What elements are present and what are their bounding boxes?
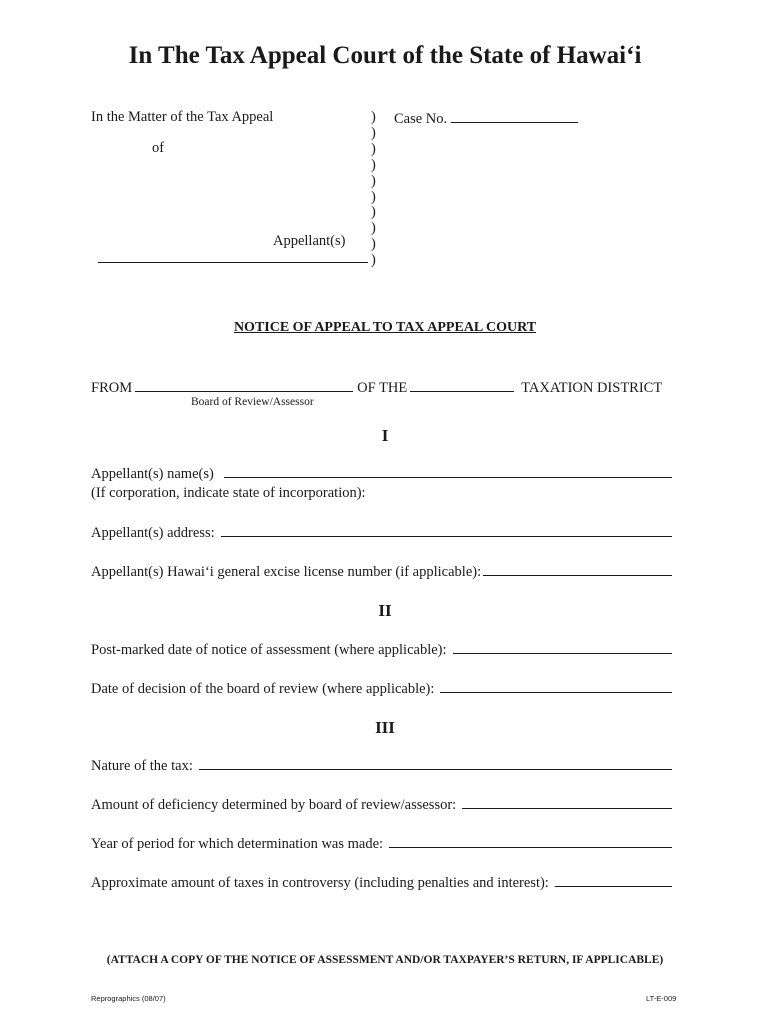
- caption-parentheses: ) ) ) ) ) ) ) ) ) ): [371, 109, 376, 269]
- appellant-name-field[interactable]: [98, 249, 368, 263]
- case-no-label: Case No.: [394, 111, 448, 127]
- case-no-field[interactable]: [451, 109, 578, 123]
- deficiency-label: Amount of deficiency determined by board of review/assessor:: [91, 797, 457, 813]
- from-label: FROM: [91, 380, 133, 396]
- page-title: In The Tax Appeal Court of the State of Hawai‘i: [128, 42, 642, 69]
- of-label: of: [152, 140, 165, 156]
- controversy-field[interactable]: [555, 874, 672, 887]
- from-sublabel: Board of Review/Assessor: [191, 396, 314, 408]
- controversy-label: Approximate amount of taxes in controversy (including penalties and interest):: [91, 875, 549, 891]
- decision-date-label: Date of decision of the board of review (where applicable):: [91, 681, 435, 697]
- from-field[interactable]: [135, 378, 353, 392]
- section-ii-numeral: II: [378, 601, 392, 620]
- matter-label: In the Matter of the Tax Appeal: [91, 109, 274, 125]
- period-field[interactable]: [389, 835, 672, 848]
- deficiency-field[interactable]: [462, 796, 672, 809]
- nature-field[interactable]: [199, 757, 672, 770]
- district-field[interactable]: [410, 378, 514, 392]
- of-the-label: OF THE: [357, 380, 408, 396]
- appellant-address-label: Appellant(s) address:: [91, 525, 215, 541]
- footer-reprographics: Reprographics (08/07): [91, 994, 166, 1003]
- license-label: Appellant(s) Hawai‘i general excise license number (if applicable):: [91, 564, 482, 580]
- attach-note: (ATTACH A COPY OF THE NOTICE OF ASSESSMENT AND/OR TAXPAYER’S RETURN, IF APPLICABLE): [106, 954, 664, 966]
- decision-date-field[interactable]: [440, 680, 672, 693]
- notice-heading: NOTICE OF APPEAL TO TAX APPEAL COURT: [233, 320, 537, 335]
- appellant-names-field[interactable]: [224, 465, 672, 478]
- footer-form-number: LT-E-009: [646, 994, 677, 1003]
- taxation-district-label: TAXATION DISTRICT: [521, 380, 663, 396]
- postmark-label: Post-marked date of notice of assessment (where applicable):: [91, 642, 447, 658]
- section-i-numeral: I: [381, 426, 389, 445]
- postmark-field[interactable]: [453, 641, 672, 654]
- incorporation-note: (If corporation, indicate state of incorporation):: [91, 485, 366, 501]
- nature-label: Nature of the tax:: [91, 758, 193, 774]
- section-iii-numeral: III: [375, 718, 395, 737]
- license-field[interactable]: [483, 563, 672, 576]
- appellant-name-label: Appellant(s) name(s): [91, 466, 214, 482]
- appellant-label: Appellant(s): [273, 233, 346, 249]
- period-label: Year of period for which determination was made:: [91, 836, 384, 852]
- appellant-address-field[interactable]: [221, 524, 672, 537]
